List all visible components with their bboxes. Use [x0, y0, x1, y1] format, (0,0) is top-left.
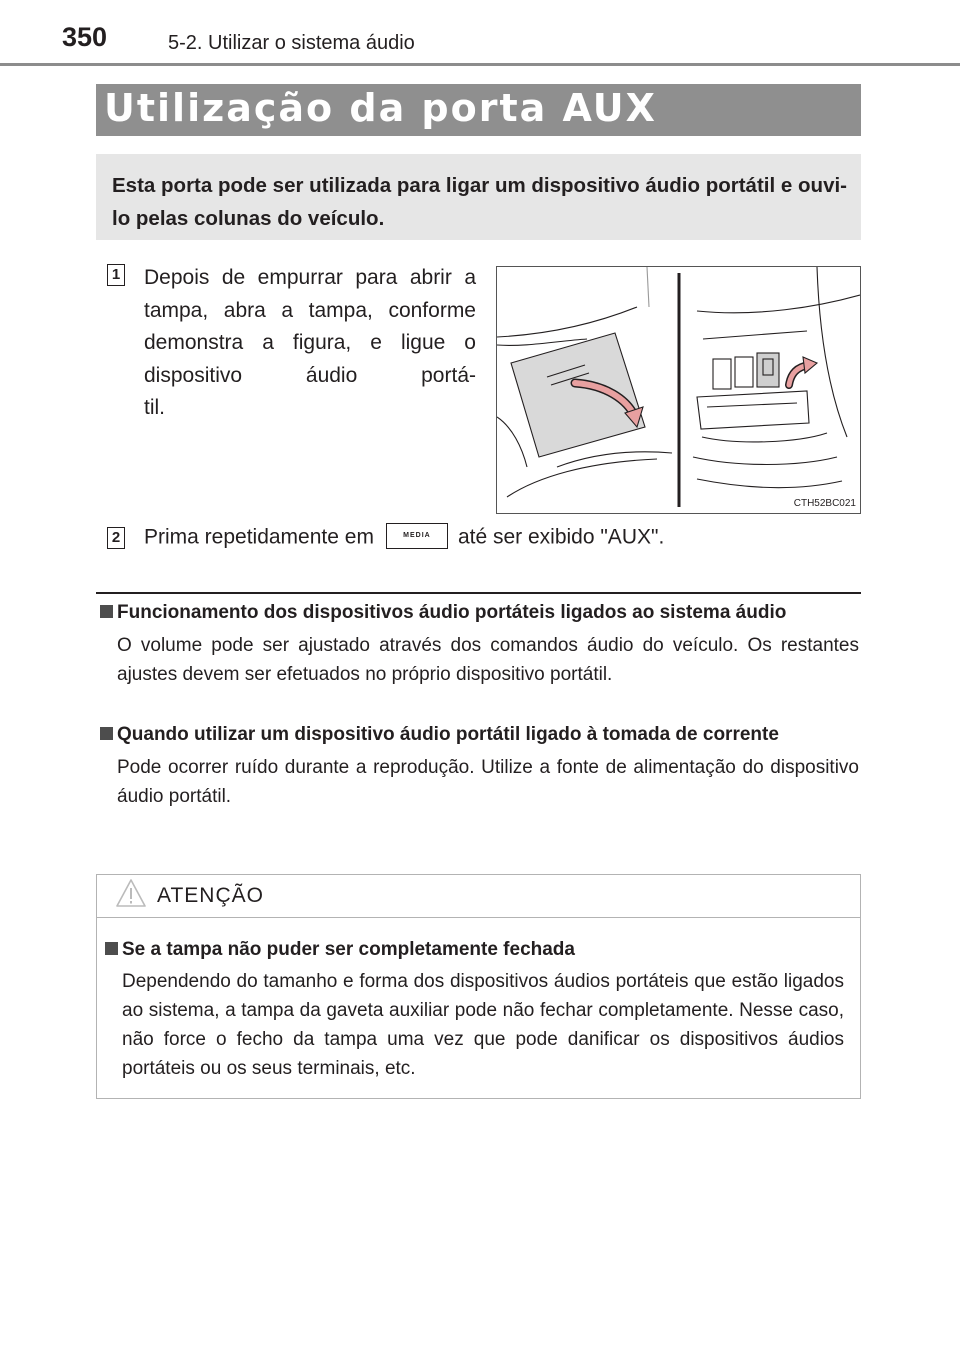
warning-header-divider	[97, 917, 860, 918]
step-number-2: 2	[107, 527, 125, 549]
step-1-text-end: til.	[144, 396, 165, 419]
intro-box: Esta porta pode ser utilizada para ligar um dispositivo áudio portátil e ouvi-lo pelas colunas do veículo.	[96, 154, 861, 240]
figure-code: CTH52BC021	[793, 498, 856, 509]
step-2-text	[144, 525, 664, 551]
step-1-text-main: Depois de empurrar para abrir a tampa, abra a tampa, conforme demonstra a figura, e ligue o dispositivo áudio portá-	[144, 266, 476, 387]
warning-body: Dependendo do tamanho e forma dos dispositivos áudios portáteis que estão ligados ao sistema, a tampa da gaveta auxiliar pode não fechar completamente. Nesse caso, não force o fecho da tampa uma vez que pode danificar os dispositivos áudios portáteis ou os seus terminais, etc.	[122, 971, 844, 1079]
note-1-heading: Funcionamento dos dispositivos áudio portáteis ligados ao sistema áudio	[117, 602, 787, 623]
console-drawing	[497, 267, 860, 513]
bullet-square-icon	[105, 942, 118, 955]
note-1	[117, 598, 859, 689]
header-divider	[0, 63, 960, 66]
note-2-heading: Quando utilizar um dispositivo áudio portátil ligado à tomada de corrente	[117, 724, 779, 745]
bullet-square-icon	[100, 605, 113, 618]
step-2-text-after: até ser exibido "AUX".	[457, 525, 665, 549]
warning-heading: Se a tampa não puder ser completamente fechada	[122, 939, 575, 960]
note-1-body: O volume pode ser ajustado através dos comandos áudio do veículo. Os restantes ajustes devem ser efetuados no próprio dispositivo portátil.	[117, 635, 859, 685]
warning-content	[122, 935, 844, 1083]
aux-port-illustration	[496, 266, 861, 514]
warning-box	[96, 874, 861, 1099]
bullet-square-icon	[100, 727, 113, 740]
step-2-text-before: Prima repetidamente em	[144, 525, 374, 549]
section-divider	[96, 592, 861, 594]
title-band	[96, 84, 861, 136]
note-2-body: Pode ocorrer ruído durante a reprodução. Utilize a fonte de alimentação do dispositivo áudio portátil.	[117, 757, 859, 807]
warning-triangle-icon	[115, 878, 147, 908]
note-2	[117, 720, 859, 811]
warning-label: ATENÇÃO	[157, 884, 264, 907]
step-1-text	[144, 262, 476, 425]
step-number-1: 1	[107, 264, 125, 286]
media-button-icon: MEDIA	[386, 523, 448, 549]
page-title: Utilização da porta AUX	[104, 86, 657, 130]
section-reference: 5-2. Utilizar o sistema áudio	[168, 32, 415, 54]
page-number: 350	[62, 22, 108, 52]
